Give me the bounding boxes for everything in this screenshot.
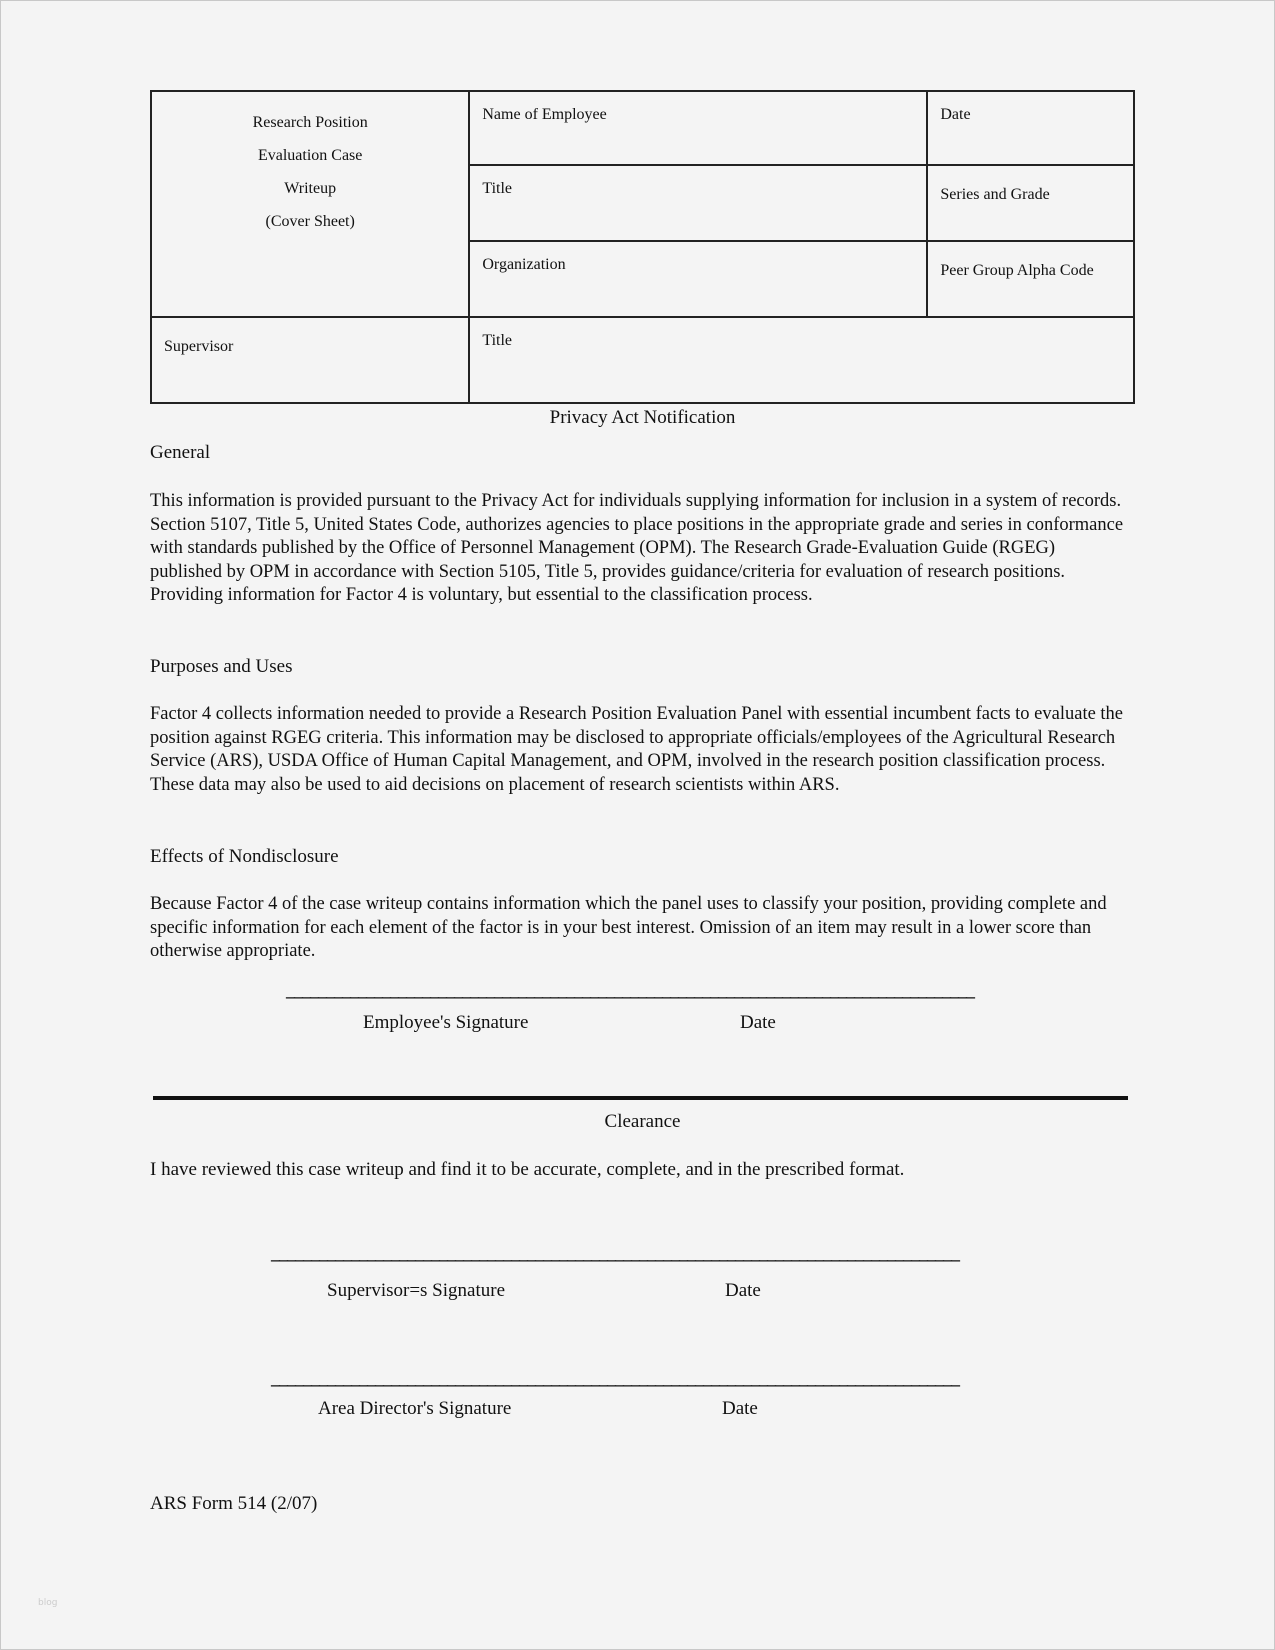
cover-title	[151, 91, 469, 317]
field-label: Peer Group Alpha Code	[940, 262, 1094, 279]
area-director-date-label: Date	[722, 1398, 758, 1419]
section-heading-purposes: Purposes and Uses	[150, 656, 293, 677]
watermark: blog	[38, 1598, 58, 1608]
series-and-grade-field[interactable]	[927, 165, 1134, 241]
title-line: Writeup	[284, 180, 337, 197]
section-text-purposes: Factor 4 collects information needed to provide a Research Position Evaluation Panel with essential incumbent facts to evaluate the position against RGEG criteria. This information may be disclosed to appropriate officials/employees of the Agricultural Research Service (ARS), USDA Office of Human Capital Management, and OPM, involved in the research position classification process. These data may also be used to aid decisions on placement of research scientists within ARS.	[150, 704, 1124, 795]
section-text-nondisclosure: Because Factor 4 of the case writeup contains information which the panel uses to classify your position, providing complete and specific information for each element of the factor is in your best interest. Omission of an item may result in a lower score than otherwise appropriate.	[150, 894, 1107, 962]
employee-signature-line[interactable]: ______________________________________________________________________________________	[286, 980, 974, 1000]
supervisor-title-field[interactable]	[469, 317, 1134, 403]
organization-field[interactable]	[469, 241, 927, 317]
field-label: Title	[482, 180, 513, 197]
date-field[interactable]	[927, 91, 1134, 165]
field-label: Supervisor	[164, 338, 234, 355]
supervisor-field[interactable]	[151, 317, 469, 403]
area-director-signature-line[interactable]: ______________________________________________________________________________________	[271, 1368, 959, 1388]
field-label: Title	[482, 332, 513, 349]
clearance-text: I have reviewed this case writeup and find it to be accurate, complete, and in the prescribed format.	[150, 1159, 905, 1180]
title-field[interactable]	[469, 165, 927, 241]
name-of-employee-field[interactable]	[469, 91, 927, 165]
title-line: Research Position	[252, 114, 368, 131]
employee-date-label: Date	[740, 1012, 776, 1033]
section-heading-nondisclosure: Effects of Nondisclosure	[150, 846, 339, 867]
clearance-heading: Clearance	[604, 1111, 681, 1132]
title-line: Evaluation Case	[257, 147, 363, 164]
section-divider	[153, 1096, 1128, 1100]
supervisor-signature-line[interactable]: ______________________________________________________________________________________	[271, 1243, 959, 1263]
peer-group-alpha-code-field[interactable]	[927, 241, 1134, 317]
field-label: Date	[940, 106, 971, 123]
cover-sheet-table	[150, 90, 1135, 404]
section-heading-general: General	[150, 442, 211, 463]
field-label: Series and Grade	[940, 186, 1050, 203]
supervisor-signature-label: Supervisor=s Signature	[327, 1280, 506, 1301]
privacy-heading: Privacy Act Notification	[549, 407, 736, 428]
title-line: (Cover Sheet)	[265, 213, 355, 230]
supervisor-date-label: Date	[725, 1280, 761, 1301]
section-text-general: This information is provided pursuant to the Privacy Act for individuals supplying information for inclusion in a system of records. Section 5107, Title 5, United States Code, authorizes agencies to place positions in the appropriate grade and series in conformance with standards published by the Office of Personnel Management (OPM). The Research Grade-Evaluation Guide (RGEG) published by OPM in accordance with Section 5105, Title 5, provides guidance/criteria for evaluation of research positions. Providing information for Factor 4 is voluntary, but essential to the classification process.	[150, 491, 1124, 606]
area-director-signature-label: Area Director's Signature	[318, 1398, 512, 1419]
field-label: Name of Employee	[482, 106, 607, 123]
form-number: ARS Form 514 (2/07)	[150, 1493, 318, 1514]
employee-signature-label: Employee's Signature	[363, 1012, 529, 1033]
field-label: Organization	[482, 256, 566, 273]
